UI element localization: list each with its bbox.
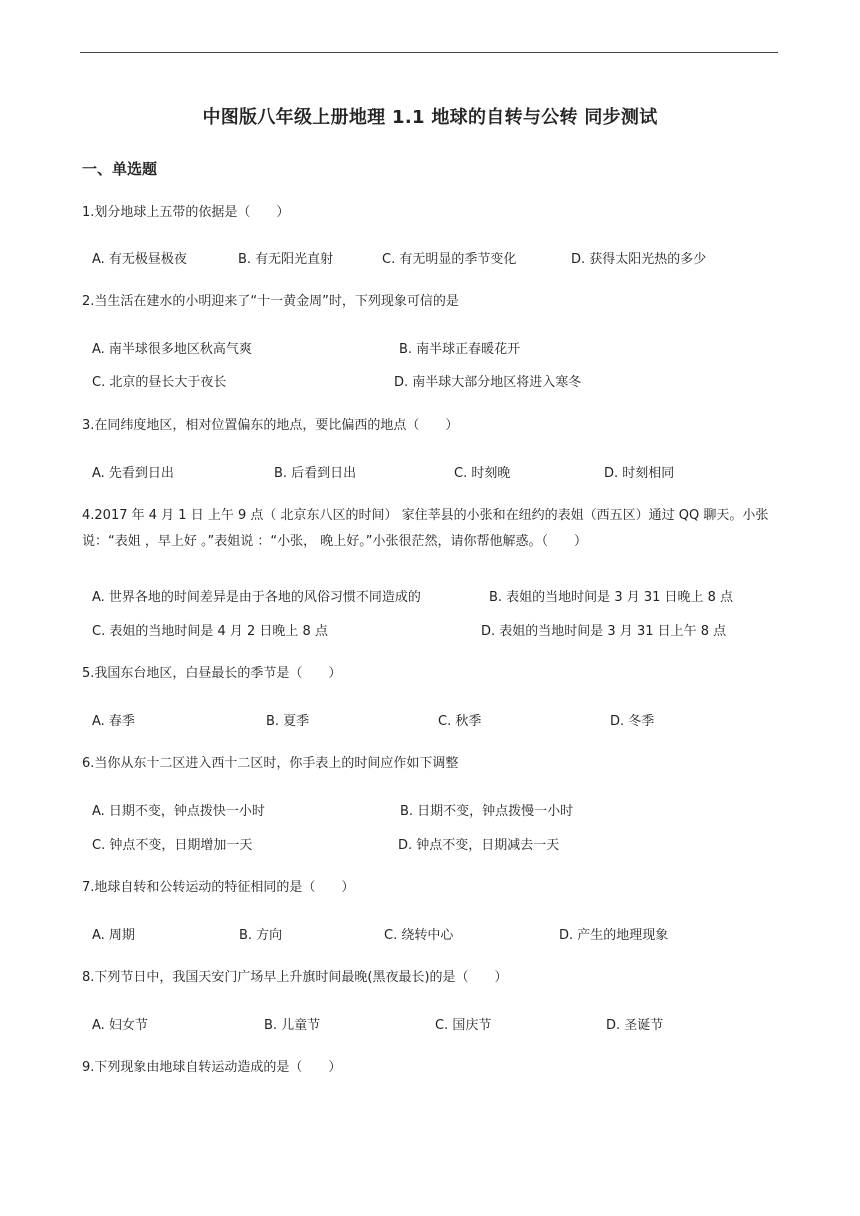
question-8-option-b[interactable]: B. 儿童节 <box>264 1018 321 1033</box>
question-4-option-b[interactable]: B. 表姐的当地时间是 3 月 31 日晚上 8 点 <box>489 590 734 605</box>
question-5-option-d[interactable]: D. 冬季 <box>610 714 655 729</box>
question-5-option-a[interactable]: A. 春季 <box>92 714 135 729</box>
question-9-stem: 9.下列现象由地球自转运动造成的是（ ） <box>82 1060 342 1075</box>
question-5-option-c[interactable]: C. 秋季 <box>438 714 482 729</box>
question-4-stem: 4.2017 年 4 月 1 日 上午 9 点（ 北京东八区的时间） 家住莘县的小张和在纽约的表姐（西五区）通过 QQ 聊天。小张说：“表姐 ，早上好 。”表姐说 ：“小张， 晚上好。”小张很茫然，请你帮他解惑。（ ） <box>82 508 769 549</box>
question-6-stem: 6.当你从东十二区进入西十二区时，你手表上的时间应作如下调整 <box>82 756 459 771</box>
question-7-option-c[interactable]: C. 绕转中心 <box>384 928 454 943</box>
question-2-option-d[interactable]: D. 南半球大部分地区将进入寒冬 <box>394 375 582 390</box>
question-2-option-a[interactable]: A. 南半球很多地区秋高气爽 <box>92 342 252 357</box>
question-1-option-c[interactable]: C. 有无明显的季节变化 <box>382 252 517 267</box>
question-4-option-c[interactable]: C. 表姐的当地时间是 4 月 2 日晚上 8 点 <box>92 624 328 639</box>
question-3-stem: 3.在同纬度地区，相对位置偏东的地点，要比偏西的地点（ ） <box>82 418 459 433</box>
question-3-option-c[interactable]: C. 时刻晚 <box>454 466 511 481</box>
question-5-option-b[interactable]: B. 夏季 <box>266 714 310 729</box>
section-heading: 一、单选题 <box>82 160 158 178</box>
question-8-option-d[interactable]: D. 圣诞节 <box>606 1018 664 1033</box>
question-7-option-b[interactable]: B. 方向 <box>239 928 283 943</box>
question-4-option-a[interactable]: A. 世界各地的时间差异是由于各地的风俗习惯不同造成的 <box>92 590 421 605</box>
question-8-option-a[interactable]: A. 妇女节 <box>92 1018 148 1033</box>
question-3-option-a[interactable]: A. 先看到日出 <box>92 466 174 481</box>
question-6-option-a[interactable]: A. 日期不变，钟点拨快一小时 <box>92 804 265 819</box>
question-2-stem: 2.当生活在建水的小明迎来了“十一黄金周”时，下列现象可信的是 <box>82 294 459 309</box>
document-title: 中图版八年级上册地理 1.1 地球的自转与公转 同步测试 <box>202 107 658 128</box>
question-7-stem: 7.地球自转和公转运动的特征相同的是（ ） <box>82 880 355 895</box>
question-6-option-b[interactable]: B. 日期不变，钟点拨慢一小时 <box>400 804 574 819</box>
question-7-option-a[interactable]: A. 周期 <box>92 928 135 943</box>
question-1-option-a[interactable]: A. 有无极昼极夜 <box>92 252 187 267</box>
question-1-stem: 1.划分地球上五带的依据是（ ） <box>82 205 290 220</box>
question-1-option-d[interactable]: D. 获得太阳光热的多少 <box>571 252 707 267</box>
question-1-option-b[interactable]: B. 有无阳光直射 <box>238 252 334 267</box>
question-2-option-c[interactable]: C. 北京的昼长大于夜长 <box>92 375 227 390</box>
question-6-option-d[interactable]: D. 钟点不变，日期减去一天 <box>398 838 560 853</box>
question-4-option-d[interactable]: D. 表姐的当地时间是 3 月 31 日上午 8 点 <box>481 624 727 639</box>
question-8-option-c[interactable]: C. 国庆节 <box>435 1018 492 1033</box>
question-7-option-d[interactable]: D. 产生的地理现象 <box>559 928 669 943</box>
header-rule <box>80 52 778 53</box>
question-8-stem: 8.下列节日中，我国天安门广场早上升旗时间最晚(黑夜最长)的是（ ） <box>82 970 508 985</box>
question-3-option-d[interactable]: D. 时刻相同 <box>604 466 675 481</box>
question-3-option-b[interactable]: B. 后看到日出 <box>274 466 357 481</box>
question-5-stem: 5.我国东台地区，白昼最长的季节是（ ） <box>82 666 342 681</box>
question-6-option-c[interactable]: C. 钟点不变，日期增加一天 <box>92 838 253 853</box>
question-2-option-b[interactable]: B. 南半球正春暖花开 <box>399 342 521 357</box>
